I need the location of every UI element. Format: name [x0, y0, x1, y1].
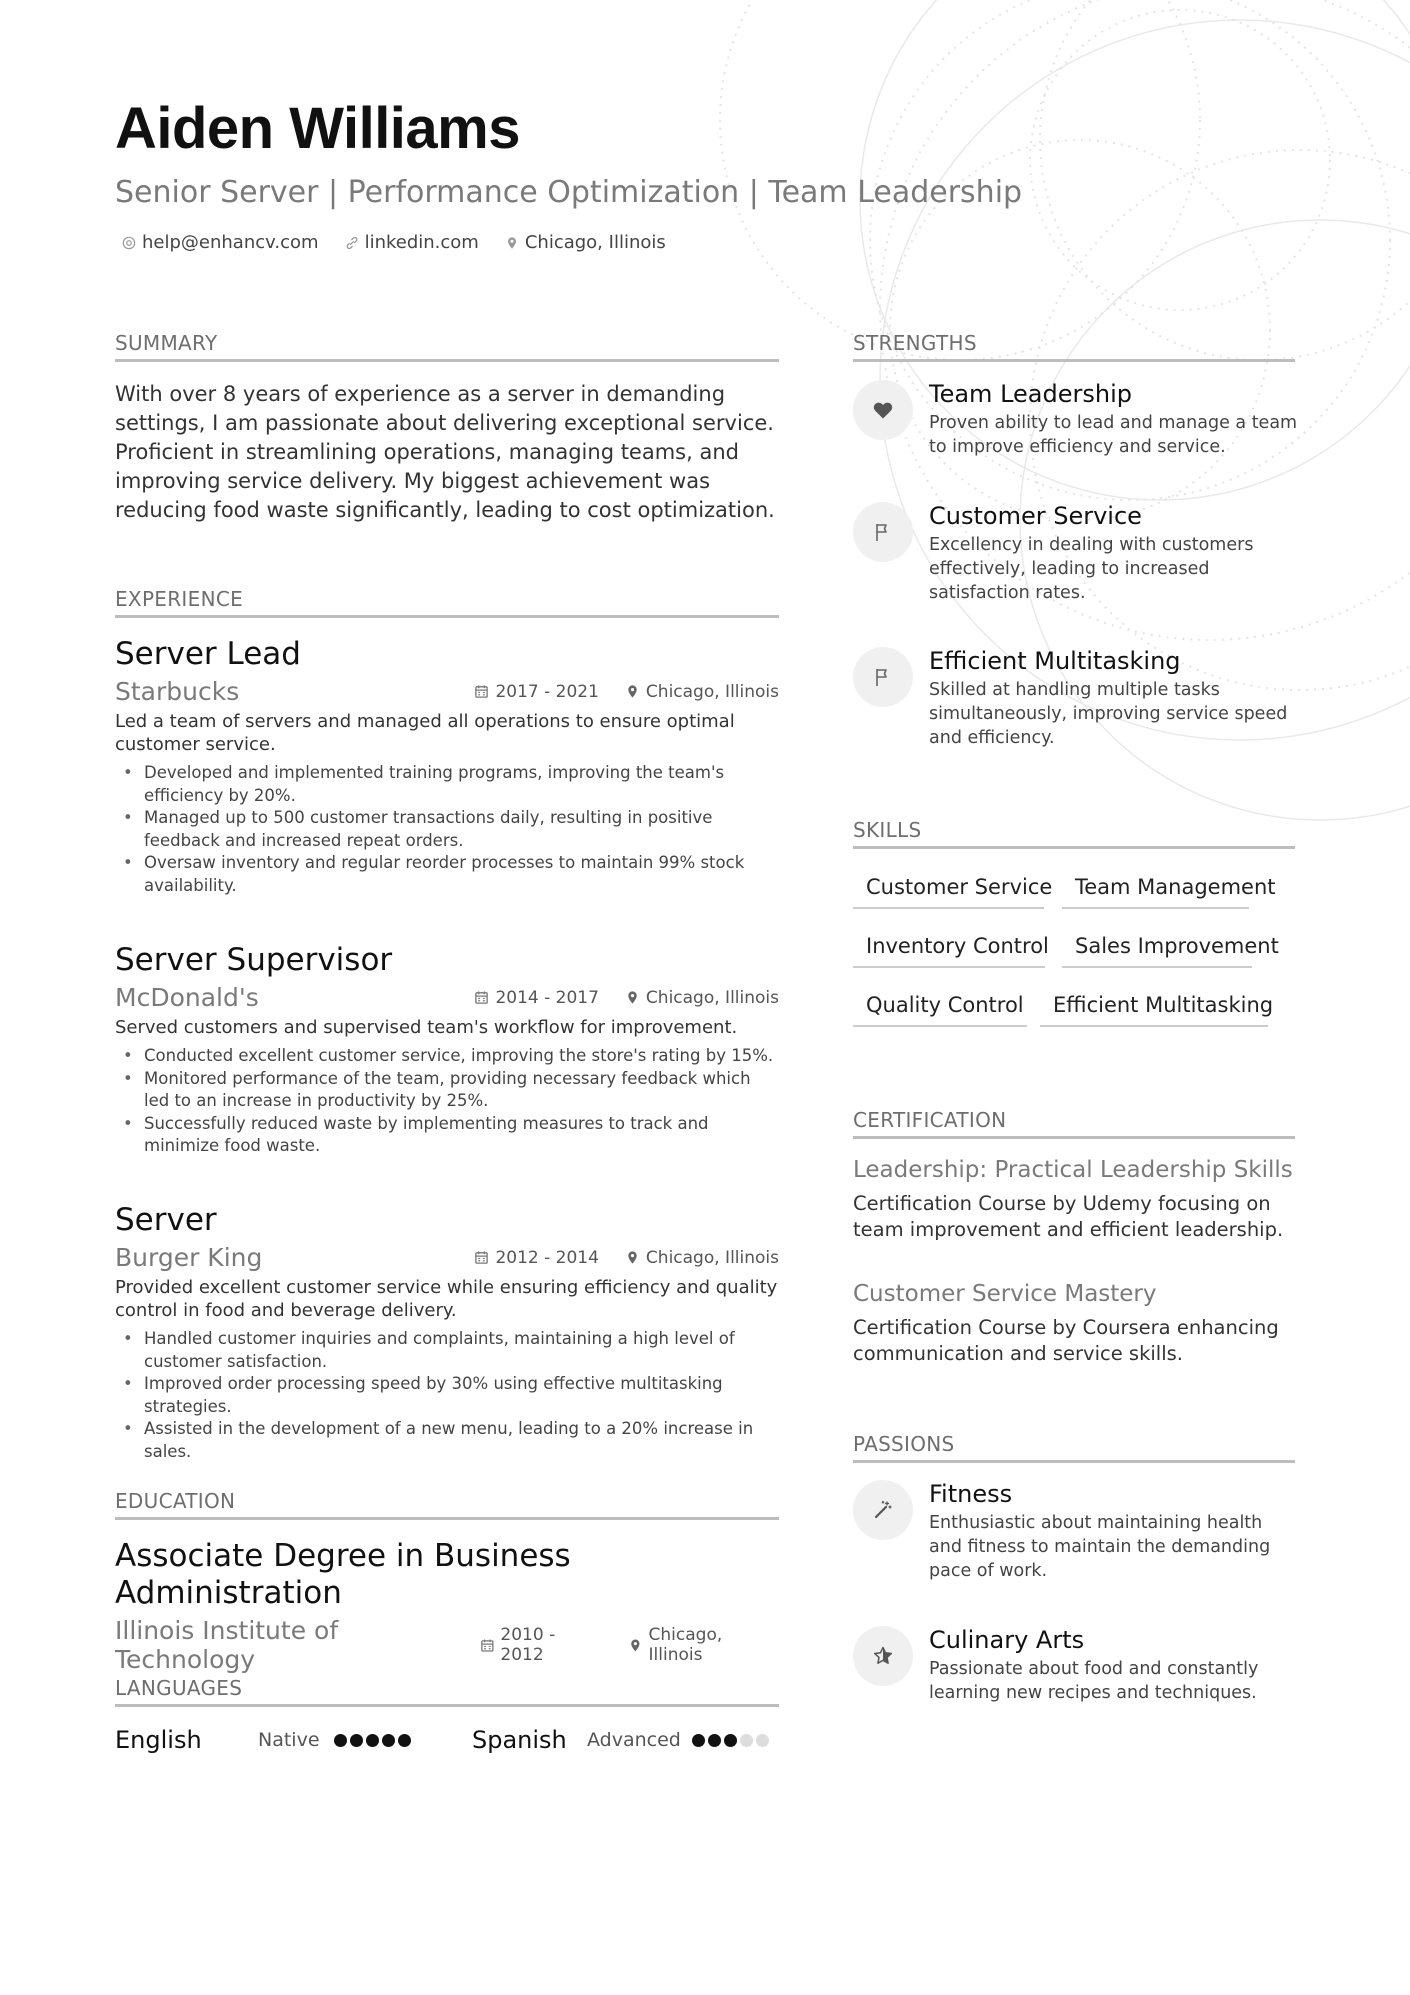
experience-heading: EXPERIENCE [115, 587, 779, 618]
job-dates: 2014 - 2017 [495, 987, 599, 1008]
location-pin-icon [625, 684, 640, 699]
certification-description: Certification Course by Coursera enhancing communication and service skills. [853, 1315, 1279, 1365]
passion-title: Fitness [929, 1480, 1013, 1508]
location-pin-icon [625, 1250, 640, 1265]
company-name: Burger King [115, 1243, 263, 1273]
job-bullet: • Oversaw inventory and regular reorder processes to maintain 99% stock availability. [115, 852, 779, 897]
rating-dot [724, 1734, 737, 1747]
job-bullet: • Developed and implemented training programs, improving the team's efficiency by 20%. [115, 762, 779, 807]
strength-title: Efficient Multitasking [929, 647, 1181, 675]
skill-tag: Quality Control [853, 992, 1027, 1027]
job-title: Server [115, 1202, 217, 1238]
calendar-icon [474, 1250, 489, 1265]
rating-dot [382, 1734, 395, 1747]
job-bullet: • Conducted excellent customer service, improving the store's rating by 15%. [115, 1045, 779, 1068]
certification-item [853, 1281, 1295, 1367]
job-location: Chicago, Illinois [645, 1247, 779, 1268]
location-text: Chicago, Illinois [524, 232, 666, 253]
email-text: help@enhancv.com [142, 232, 319, 253]
location-pin-icon [628, 1638, 643, 1653]
heart-icon [871, 398, 895, 422]
linkedin-text: linkedin.com [364, 232, 479, 253]
passion-title: Culinary Arts [929, 1626, 1085, 1654]
job-bullet: • Assisted in the development of a new menu, leading to a 20% increase in sales. [115, 1418, 779, 1463]
strength-description: Skilled at handling multiple tasks simultaneously, improving service speed and efficiency. [929, 679, 1288, 748]
company-name: McDonald's [115, 983, 259, 1013]
job-bullets [115, 762, 779, 897]
at-icon [122, 236, 136, 250]
language-level: Advanced [587, 1729, 681, 1751]
certification-title: Customer Service Mastery [853, 1281, 1157, 1307]
skill-tag: Customer Service [853, 874, 1044, 909]
magic-wand-icon [871, 1498, 895, 1522]
job-bullets [115, 1328, 779, 1463]
job-entry [115, 636, 779, 897]
calendar-icon [480, 1638, 495, 1653]
contact-bar [122, 232, 666, 253]
job-description: Provided excellent customer service while ensuring efficiency and quality control in food and beverage delivery. [115, 1277, 778, 1322]
job-location: Chicago, Illinois [645, 987, 779, 1008]
rating-dot [708, 1734, 721, 1747]
strength-title: Team Leadership [929, 380, 1132, 408]
skill-tag: Sales Improvement [1062, 933, 1252, 968]
strength-title: Customer Service [929, 502, 1142, 530]
strength-description: Excellency in dealing with customers effectively, leading to increased satisfaction rates. [929, 534, 1254, 603]
strength-description: Proven ability to lead and manage a team to improve efficiency and service. [929, 412, 1298, 457]
link-icon [345, 236, 359, 250]
job-bullet: • Handled customer inquiries and complaints, maintaining a high level of customer satisfaction. [115, 1328, 779, 1373]
job-bullet: • Managed up to 500 customer transactions daily, resulting in positive feedback and increased repeat orders. [115, 807, 779, 852]
calendar-icon [474, 990, 489, 1005]
contact-email[interactable] [122, 232, 319, 253]
candidate-title: Senior Server | Performance Optimization | Team Leadership [115, 175, 1023, 210]
strengths-heading: STRENGTHS [853, 331, 1295, 362]
rating-dot [740, 1734, 753, 1747]
language-rating [334, 1734, 411, 1747]
education-entry [115, 1538, 779, 1674]
candidate-name: Aiden Williams [115, 96, 521, 161]
education-heading: EDUCATION [115, 1489, 779, 1520]
degree-title: Associate Degree in Business Administration [115, 1538, 571, 1612]
language-rating [692, 1734, 769, 1747]
job-location: Chicago, Illinois [645, 681, 779, 702]
certification-title: Leadership: Practical Leadership Skills [853, 1157, 1293, 1183]
certification-item [853, 1157, 1295, 1243]
passions-heading: PASSIONS [853, 1432, 1295, 1463]
certification-heading: CERTIFICATION [853, 1108, 1295, 1139]
rating-dot [366, 1734, 379, 1747]
education-dates: 2010 - 2012 [500, 1625, 556, 1666]
flag-icon [871, 665, 895, 689]
job-entry [115, 1202, 779, 1463]
education-location: Chicago, Illinois [648, 1625, 723, 1666]
rating-dot [756, 1734, 769, 1747]
skill-tag: Team Management [1062, 874, 1249, 909]
rating-dot [398, 1734, 411, 1747]
job-description: Led a team of servers and managed all operations to ensure optimal customer service. [115, 711, 735, 756]
flag-icon [871, 520, 895, 544]
company-name: Starbucks [115, 677, 240, 707]
location-pin-icon [625, 990, 640, 1005]
job-description: Served customers and supervised team's workflow for improvement. [115, 1017, 738, 1039]
job-entry [115, 942, 779, 1158]
job-bullet: • Successfully reduced waste by implementing measures to track and minimize food waste. [115, 1113, 779, 1158]
passion-description: Enthusiastic about maintaining health and fitness to maintain the demanding pace of work. [929, 1512, 1271, 1581]
summary-text: With over 8 years of experience as a server in demanding settings, I am passionate about delivering exceptional service. Proficient in streamlining operations, managing teams, and improving service delivery. My biggest achievement was reducing food waste significantly, leading to cost optimization. [115, 382, 775, 522]
contact-location [505, 232, 666, 253]
job-title: Server Lead [115, 636, 301, 672]
job-dates: 2017 - 2021 [495, 681, 599, 702]
language-name: Spanish [472, 1726, 567, 1754]
rating-dot [350, 1734, 363, 1747]
summary-heading: SUMMARY [115, 331, 779, 362]
job-dates: 2012 - 2014 [495, 1247, 599, 1268]
job-title: Server Supervisor [115, 942, 393, 978]
job-bullet: • Improved order processing speed by 30% using effective multitasking strategies. [115, 1373, 779, 1418]
skill-tag: Inventory Control [853, 933, 1045, 968]
star-icon [871, 1644, 895, 1668]
job-bullet: • Monitored performance of the team, providing necessary feedback which led to an increase in productivity by 25%. [115, 1068, 779, 1113]
school-name: Illinois Institute of Technology [115, 1616, 339, 1675]
language-name: English [115, 1726, 202, 1754]
skills-heading: SKILLS [853, 818, 1295, 849]
calendar-icon [474, 684, 489, 699]
rating-dot [692, 1734, 705, 1747]
rating-dot [334, 1734, 347, 1747]
skill-tag: Efficient Multitasking [1040, 992, 1268, 1027]
languages-list [115, 1726, 779, 1756]
contact-linkedin[interactable] [345, 232, 479, 253]
certification-description: Certification Course by Udemy focusing on team improvement and efficient leadership. [853, 1191, 1284, 1241]
language-level: Native [258, 1729, 320, 1751]
location-pin-icon [505, 236, 519, 250]
languages-heading: LANGUAGES [115, 1676, 779, 1707]
job-bullets [115, 1045, 779, 1158]
passion-description: Passionate about food and constantly learning new recipes and techniques. [929, 1658, 1259, 1703]
